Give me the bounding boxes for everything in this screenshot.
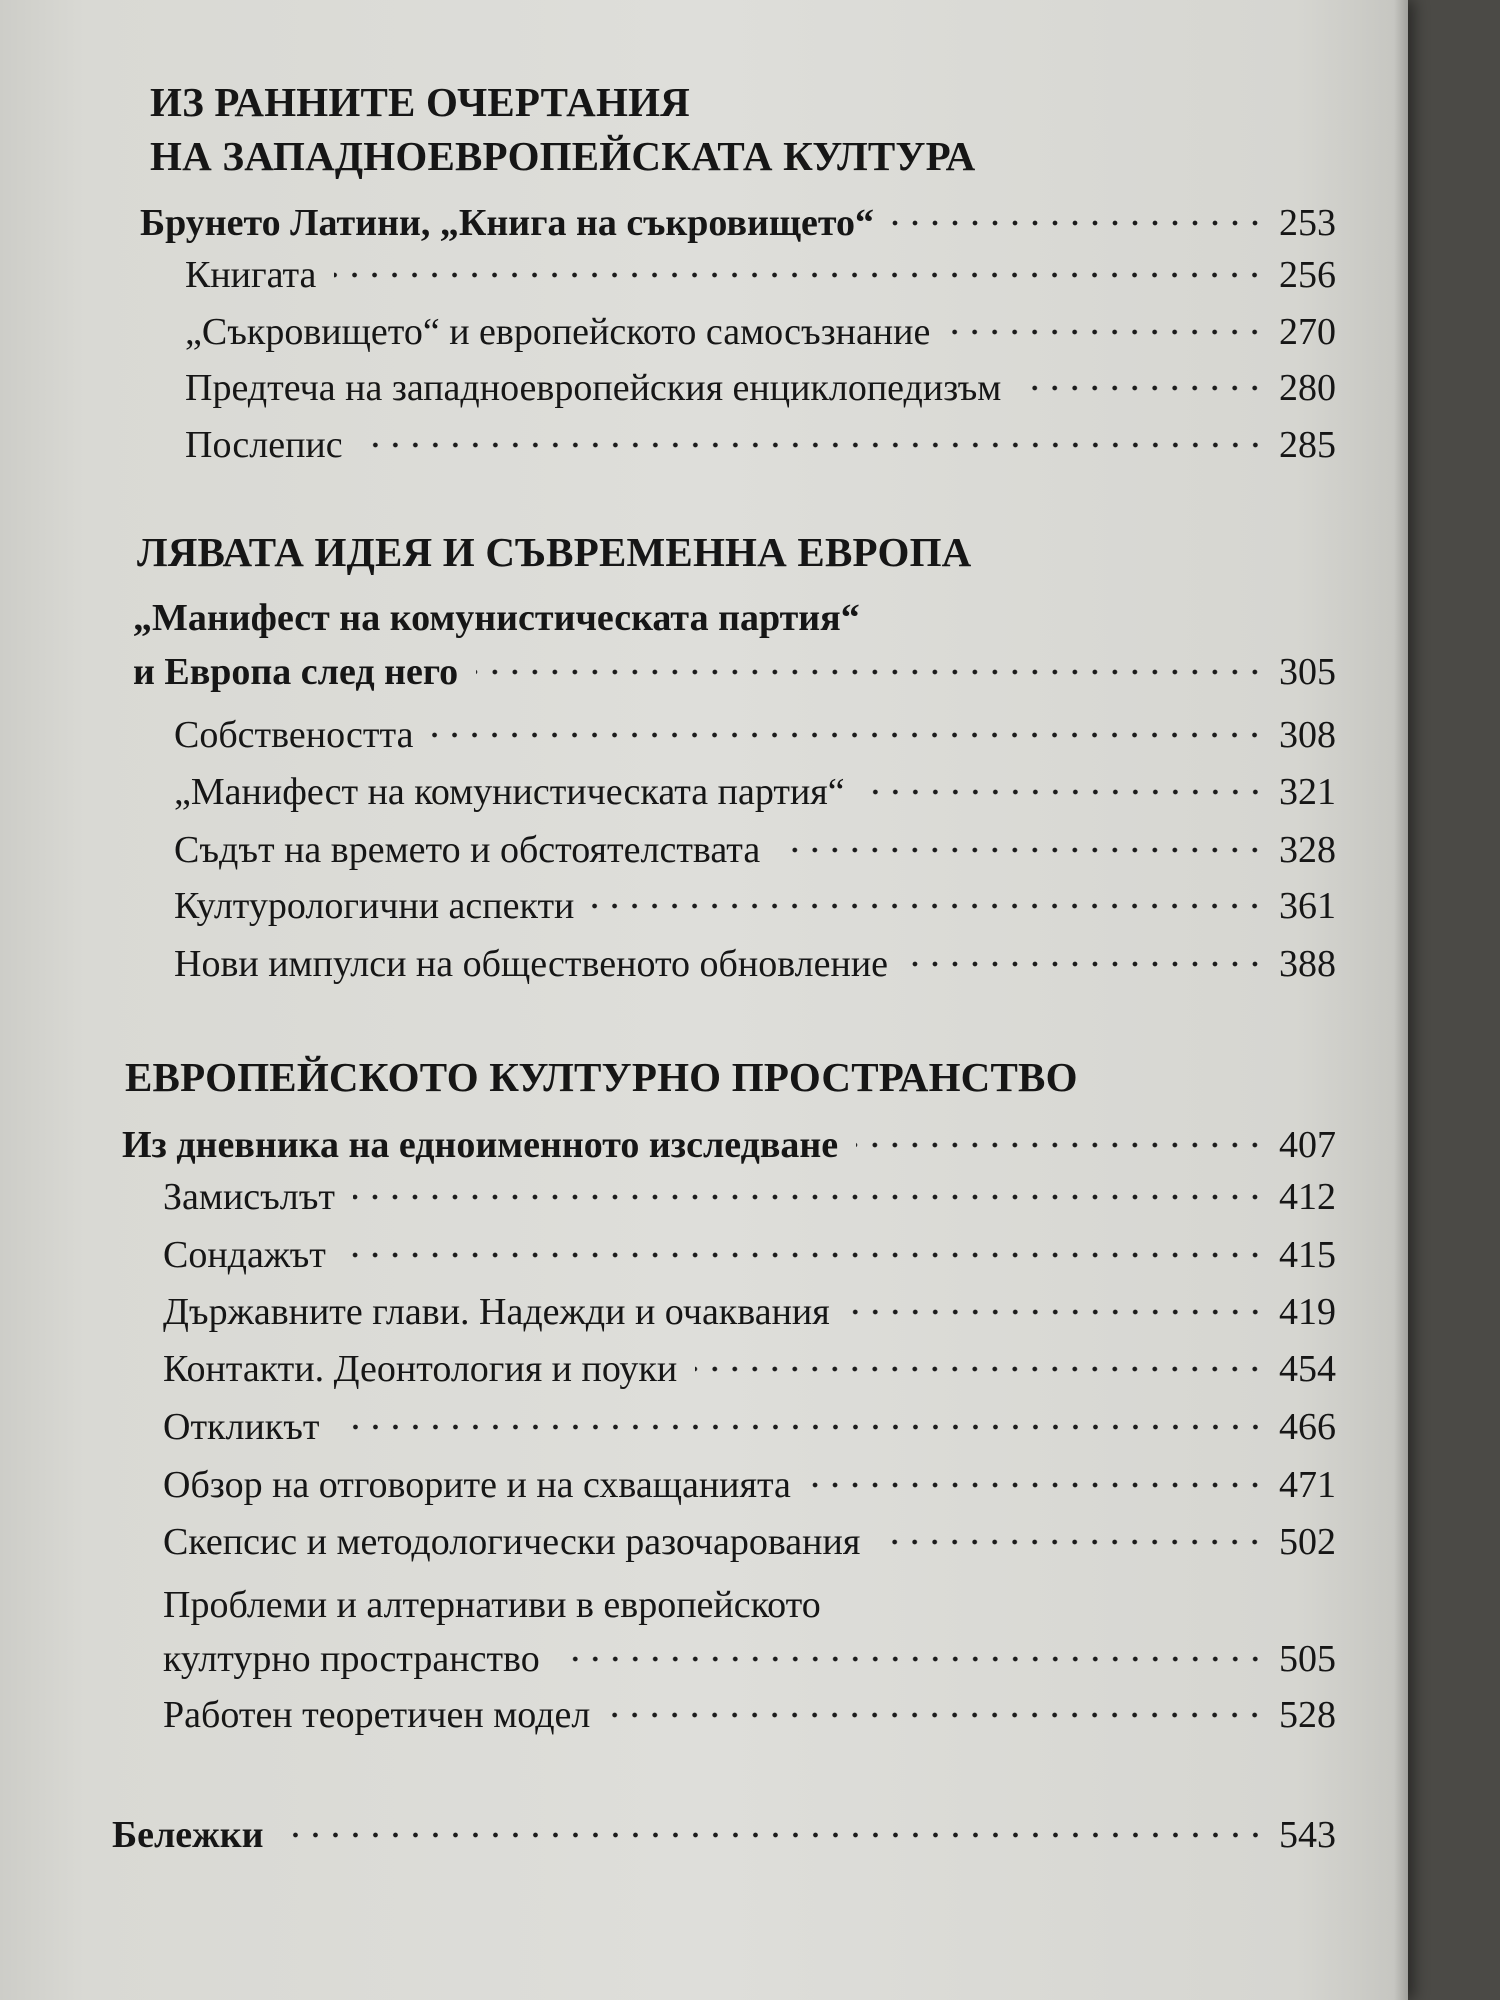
dot-leader xyxy=(892,220,1265,226)
section-heading-line: ИЗ РАННИТЕ ОЧЕРТАНИЯ xyxy=(150,79,690,125)
toc-entry-title: Брунето Латини, „Книга на съкровището“ xyxy=(140,202,874,244)
toc-page-number: 466 xyxy=(1279,1406,1336,1448)
toc-entry-title: Собствеността xyxy=(174,714,414,756)
toc-page-number: 321 xyxy=(1279,771,1336,813)
toc-page-number: 412 xyxy=(1279,1176,1336,1218)
dot-leader xyxy=(282,1832,1265,1838)
toc-page-number: 328 xyxy=(1279,829,1336,871)
toc-page-number: 471 xyxy=(1279,1464,1336,1506)
toc-entry-title: Нови импулси на общественото обновление xyxy=(174,943,889,985)
toc-sub-entry xyxy=(0,1517,1408,1567)
toc-sub-entry xyxy=(0,1460,1408,1510)
dot-leader xyxy=(948,329,1265,335)
dot-leader xyxy=(344,1252,1265,1258)
toc-entry-title-line: Проблеми и алтернативи в европейското xyxy=(163,1584,821,1626)
toc-entry-title: Замисълът xyxy=(163,1176,336,1218)
toc-sub-entry xyxy=(0,825,1408,875)
page-edge-shadow xyxy=(1394,0,1408,2000)
dot-leader xyxy=(338,1424,1265,1430)
toc-sub-entry xyxy=(0,1634,1408,1684)
toc-entry-title: Послепис xyxy=(185,424,343,466)
toc-entry-title: „Манифест на комунистическата партия“ xyxy=(174,771,845,813)
dot-leader xyxy=(809,1482,1265,1488)
dot-leader xyxy=(906,961,1265,967)
dot-leader xyxy=(695,1366,1265,1372)
toc-page-number: 543 xyxy=(1279,1814,1336,1856)
toc-page-number: 361 xyxy=(1279,885,1336,927)
section-heading xyxy=(137,525,1337,579)
toc-page-number: 415 xyxy=(1279,1234,1336,1276)
toc-page-number: 305 xyxy=(1279,651,1336,693)
toc-entry-title: Контакти. Деонтология и поуки xyxy=(163,1348,678,1390)
toc-entry-title: културно пространство xyxy=(163,1638,540,1680)
toc-sub-entry xyxy=(0,1402,1408,1452)
section-heading xyxy=(150,75,1350,183)
dot-leader xyxy=(353,1194,1265,1200)
toc-entry-title: Държавните глави. Надежди и очаквания xyxy=(163,1291,830,1333)
toc-entry-title: Книгата xyxy=(185,254,317,296)
toc-sub-entry xyxy=(0,1230,1408,1280)
toc-page-number: 256 xyxy=(1279,254,1336,296)
dot-leader xyxy=(1019,385,1265,391)
section-heading-line: ЕВРОПЕЙСКОТО КУЛТУРНО ПРОСТРАНСТВО xyxy=(125,1054,1078,1100)
dot-leader xyxy=(592,903,1265,909)
toc-page-number: 528 xyxy=(1279,1694,1336,1736)
toc-entry-title: Предтеча на западноевропейския енциклопедизъм xyxy=(185,367,1002,409)
toc-entry-title: Скепсис и методологически разочарования xyxy=(163,1521,861,1563)
dot-leader xyxy=(334,272,1265,278)
toc-page-number: 388 xyxy=(1279,943,1336,985)
toc-sub-entry xyxy=(0,1287,1408,1337)
toc-page-number: 308 xyxy=(1279,714,1336,756)
toc-entry-title: Работен теоретичен модел xyxy=(163,1694,591,1736)
toc-sub-entry xyxy=(0,710,1408,760)
dot-leader xyxy=(361,442,1265,448)
toc-page-number: 505 xyxy=(1279,1638,1336,1680)
dot-leader xyxy=(856,1142,1265,1148)
toc-page-number: 280 xyxy=(1279,367,1336,409)
toc-entry-title: Сондажът xyxy=(163,1234,326,1276)
toc-page-number: 419 xyxy=(1279,1291,1336,1333)
toc-entry-title: Из дневника на едноименното изследване xyxy=(122,1124,839,1166)
toc-sub-entry xyxy=(0,307,1408,357)
toc-entry-title: „Съкровището“ и европейското самосъзнание xyxy=(185,311,931,353)
toc-sub-entry xyxy=(0,1172,1408,1222)
dot-leader xyxy=(848,1309,1265,1315)
section-heading xyxy=(125,1050,1325,1104)
dot-leader xyxy=(778,847,1265,853)
dot-leader xyxy=(878,1539,1265,1545)
toc-entry-title-line: „Манифест на комунистическата партия“ xyxy=(133,597,860,639)
toc-sub-entry xyxy=(0,939,1408,989)
toc-sub-entry xyxy=(0,1690,1408,1740)
dot-leader xyxy=(431,732,1265,738)
toc-page-number: 253 xyxy=(1279,202,1336,244)
toc-entry-title: и Европа след него xyxy=(133,651,459,693)
dot-leader xyxy=(608,1712,1265,1718)
section-heading-line: НА ЗАПАДНОЕВРОПЕЙСКАТА КУЛТУРА xyxy=(150,133,976,179)
toc-sub-entry xyxy=(0,420,1408,470)
toc-sub-entry xyxy=(0,767,1408,817)
toc-entry-title: Обзор на отговорите и на схващанията xyxy=(163,1464,791,1506)
toc-main-entry xyxy=(0,198,1408,248)
dot-leader xyxy=(863,789,1265,795)
dot-leader xyxy=(476,669,1265,675)
toc-entry-title: Откликът xyxy=(163,1406,320,1448)
toc-entry-title: Културологични аспекти xyxy=(174,885,575,927)
toc-page-number: 407 xyxy=(1279,1124,1336,1166)
dot-leader xyxy=(558,1656,1265,1662)
toc-main-entry xyxy=(0,1810,1408,1860)
toc-sub-entry xyxy=(0,250,1408,300)
toc-page-number: 285 xyxy=(1279,424,1336,466)
section-heading-line: ЛЯВАТА ИДЕЯ И СЪВРЕМЕННА ЕВРОПА xyxy=(137,529,972,575)
toc-main-entry xyxy=(0,1120,1408,1170)
toc-main-entry xyxy=(0,647,1408,697)
toc-sub-entry xyxy=(0,363,1408,413)
toc-page-number: 454 xyxy=(1279,1348,1336,1390)
toc-sub-entry xyxy=(0,1344,1408,1394)
toc-page-number: 270 xyxy=(1279,311,1336,353)
toc-sub-entry xyxy=(0,881,1408,931)
toc-page-number: 502 xyxy=(1279,1521,1336,1563)
toc-entry-title: Съдът на времето и обстоятелствата xyxy=(174,829,761,871)
toc-entry-title: Бележки xyxy=(112,1814,264,1856)
